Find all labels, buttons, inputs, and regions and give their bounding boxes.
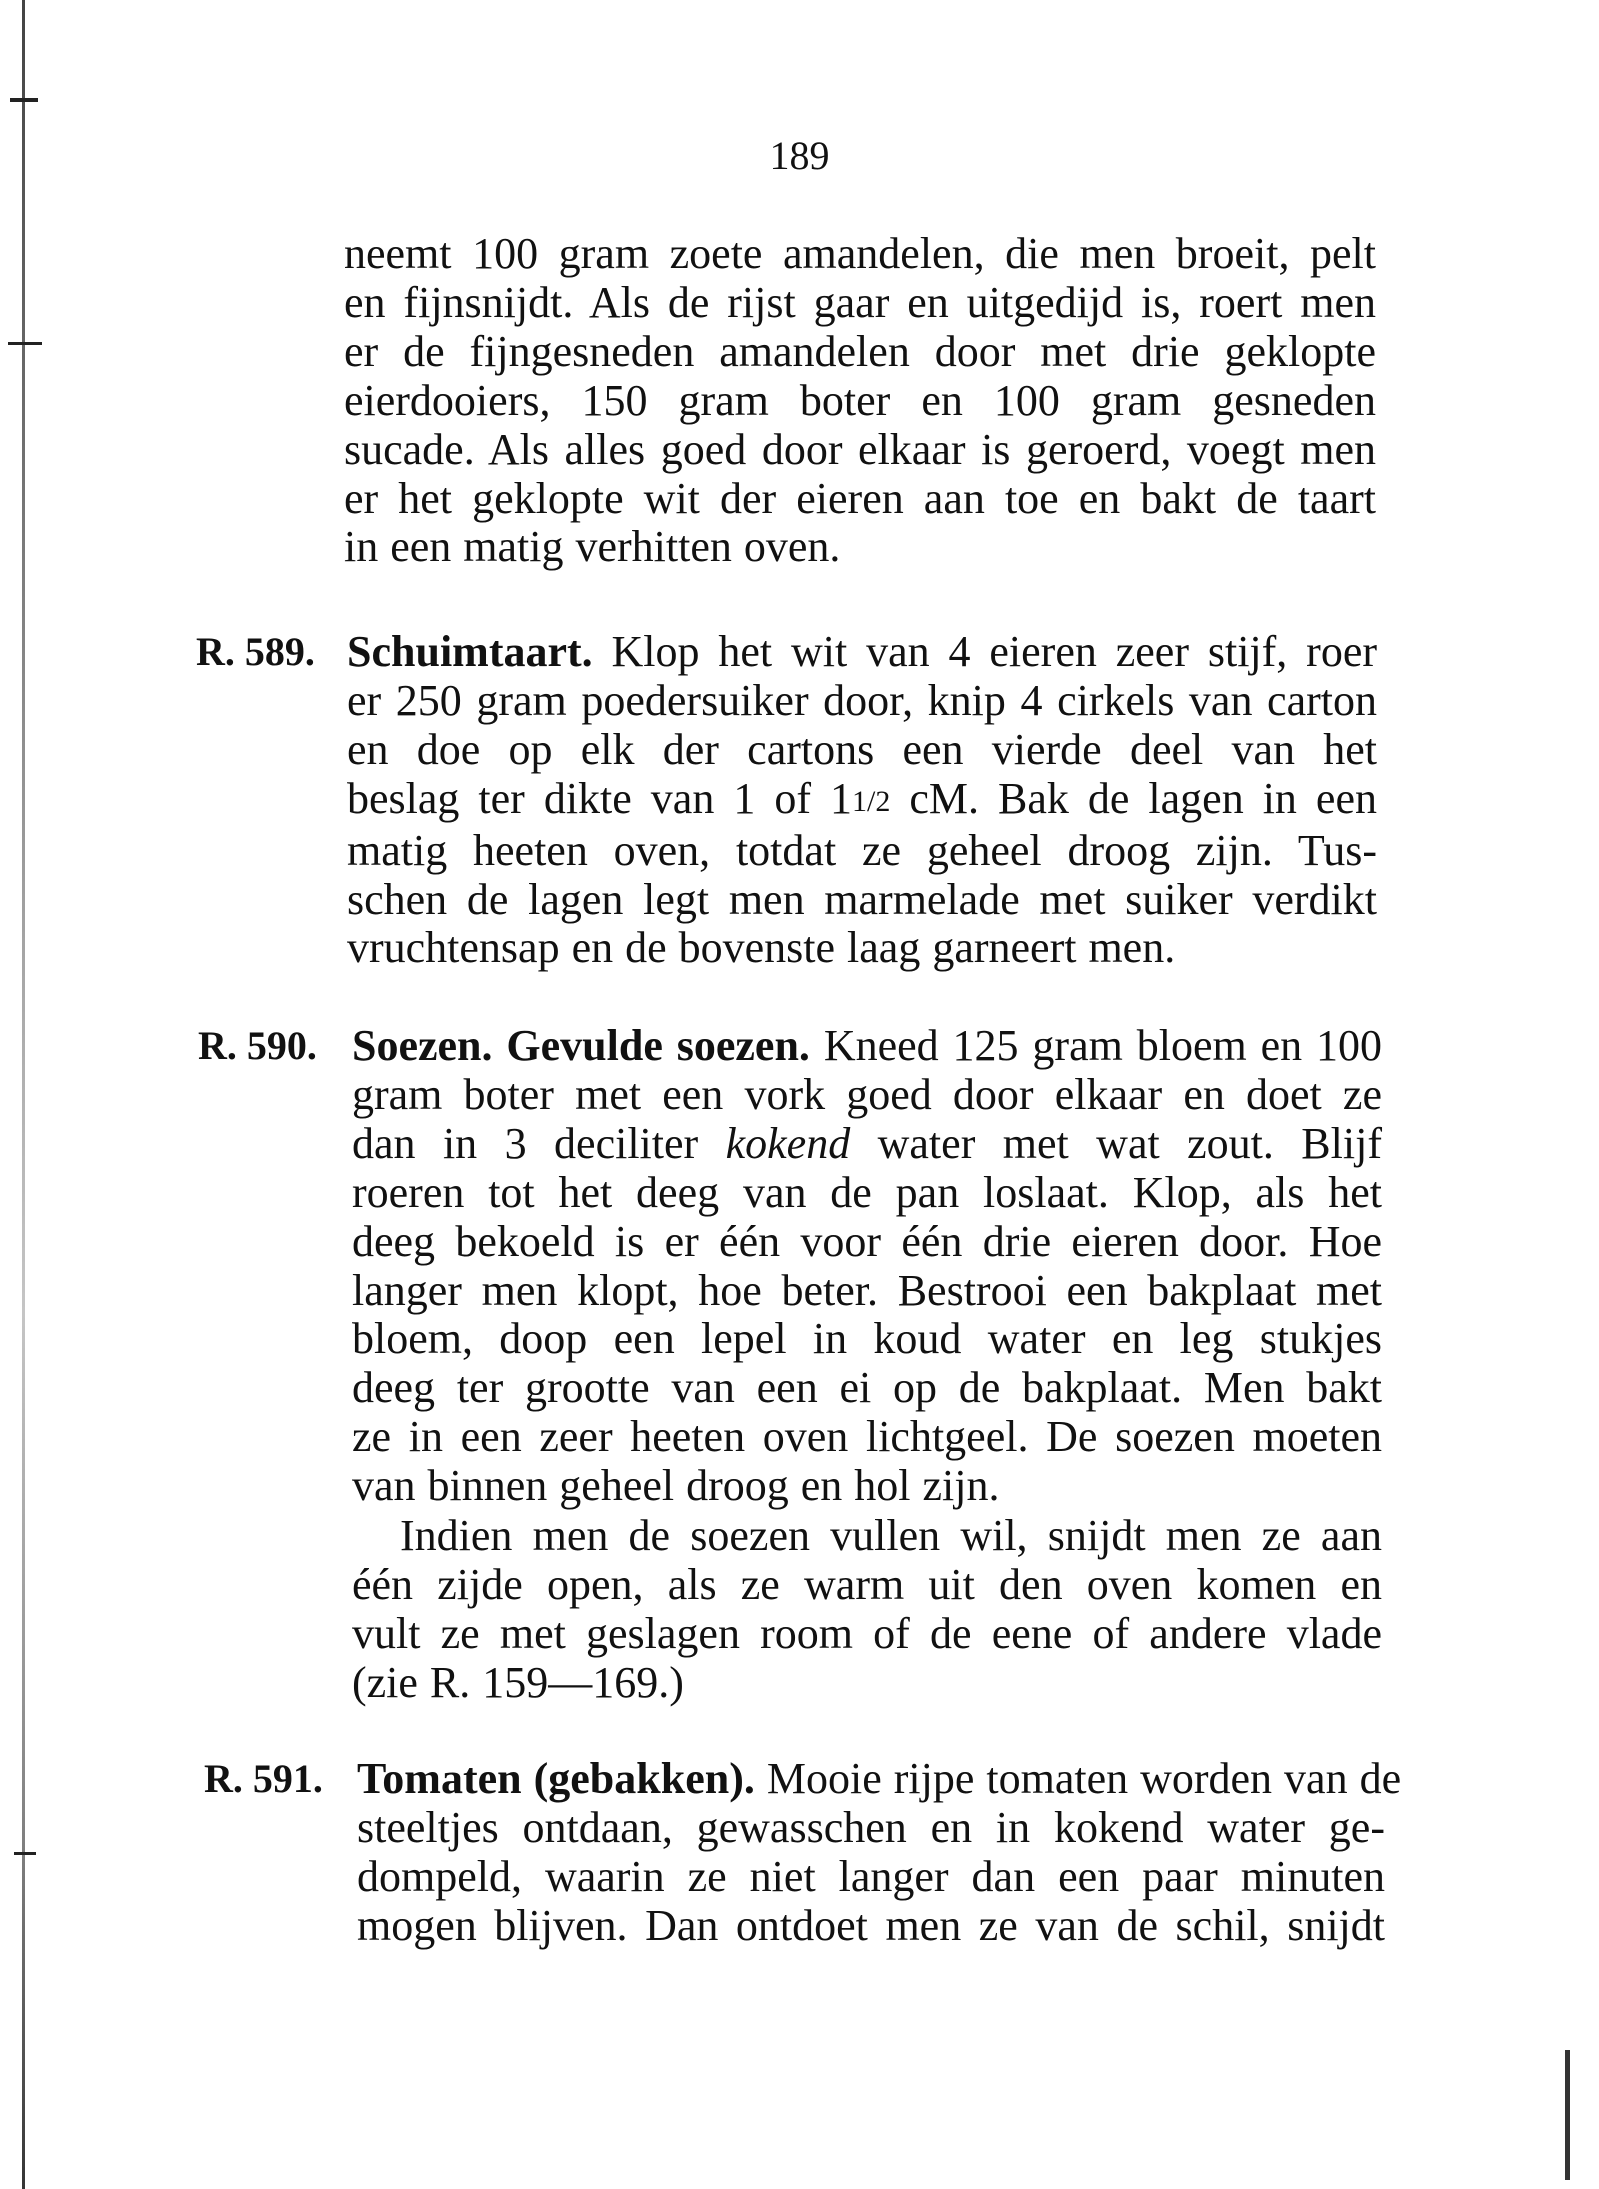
text-line [347, 628, 1377, 677]
text-line: deeg ter grootte van een ei op de bakplaat. Men bakt [352, 1363, 1382, 1413]
text-line: schen de lagen legt men marmelade met suiker verdikt [347, 874, 1377, 924]
text-line: vult ze met geslagen room of de eene of andere vlade [352, 1608, 1382, 1658]
scan-artifact-mark [10, 98, 38, 102]
text-line [357, 1754, 1402, 1804]
recipe-title: Tomaten (gebakken). [357, 1754, 755, 1803]
recipe-590-second-paragraph [352, 1512, 1382, 1708]
scan-binding-edge [22, 0, 25, 2189]
text-line: er de fijngesneden amandelen door met drie geklopte [344, 326, 1376, 376]
recipe-591-paragraph [357, 1754, 1402, 1951]
italic-word: kokend [725, 1118, 851, 1168]
text-line: gram boter met een vork goed door elkaar en doet ze [352, 1069, 1382, 1119]
text-line: vruchtensap en de bovenste laag garneert men. [347, 923, 1176, 973]
text-line: matig heeten oven, totdat ze geheel droog zijn. Tus- [347, 825, 1377, 875]
text-line: in een matig verhitten oven. [344, 522, 841, 572]
text-line: (zie R. 159—169.) [352, 1657, 684, 1707]
text-line: en doe op elk der cartons een vierde deel van het [347, 724, 1377, 774]
text-line: deeg bekoeld is er één voor één drie eieren door. Hoe [352, 1216, 1382, 1266]
scan-artifact-mark [8, 342, 42, 345]
text-span: dan in 3 deciliter [352, 1118, 726, 1168]
text-line: er 250 gram poedersuiker door, knip 4 cirkels van carton [347, 675, 1377, 725]
scan-artifact-mark [1565, 2050, 1570, 2180]
recipe-590-paragraph [352, 1022, 1382, 1511]
text-span: cM. Bak de lagen in een [890, 773, 1377, 823]
text-line: sucade. Als alles goed door elkaar is geroerd, voegt men [344, 424, 1376, 474]
recipe-number: R. 590. [198, 1023, 317, 1068]
text-line [352, 1022, 1382, 1071]
text-line: dompeld, waarin ze niet langer dan een paar minuten [357, 1851, 1385, 1901]
fraction: 1/2 [852, 784, 891, 818]
text-line: er het geklopte wit der eieren aan toe en bakt de taart [344, 473, 1376, 523]
text-line: en fijnsnijdt. Als de rijst gaar en uitgedijd is, roert men [344, 277, 1376, 327]
scan-artifact-mark [14, 1852, 36, 1855]
text-line: één zijde open, als ze warm uit den oven komen en [352, 1559, 1382, 1609]
text-line [347, 775, 1377, 827]
text-span: water met wat zout. Blijf [850, 1118, 1382, 1168]
text-span: Kneed 125 gram bloem en 100 [823, 1021, 1382, 1070]
page-number: 189 [769, 133, 830, 178]
recipe-title: Schuimtaart. [347, 627, 593, 676]
recipe-589-paragraph [347, 628, 1377, 973]
text-span: Mooie rijpe tomaten worden van de [766, 1754, 1402, 1803]
text-line: mogen blijven. Dan ontdoet men ze van de schil, snijdt [357, 1900, 1385, 1950]
intro-paragraph [344, 230, 1376, 572]
recipe-number: R. 591. [204, 1756, 323, 1801]
text-span: Klop het wit van 4 eieren zeer stijf, roer [611, 627, 1377, 676]
text-line: roeren tot het deeg van de pan loslaat. Klop, als het [352, 1167, 1382, 1217]
text-line [352, 1120, 1382, 1169]
text-line: steeltjes ontdaan, gewasschen en in kokend water ge- [357, 1802, 1385, 1852]
text-line: bloem, doop een lepel in koud water en leg stukjes [352, 1314, 1382, 1364]
recipe-number: R. 589. [196, 629, 315, 674]
text-line: neemt 100 gram zoete amandelen, die men broeit, pelt [344, 229, 1376, 278]
text-line: van binnen geheel droog en hol zijn. [352, 1461, 1000, 1511]
text-line: eierdooiers, 150 gram boter en 100 gram gesneden [344, 375, 1376, 425]
text-span: beslag ter dikte van 1 of 1 [347, 773, 852, 823]
text-line: ze in een zeer heeten oven lichtgeel. De soezen moeten [352, 1412, 1382, 1462]
text-line: Indien men de soezen vullen wil, snijdt men ze aan [400, 1511, 1382, 1560]
text-line: langer men klopt, hoe beter. Bestrooi een bakplaat met [352, 1265, 1382, 1315]
recipe-title: Soezen. Gevulde soezen. [352, 1021, 810, 1070]
